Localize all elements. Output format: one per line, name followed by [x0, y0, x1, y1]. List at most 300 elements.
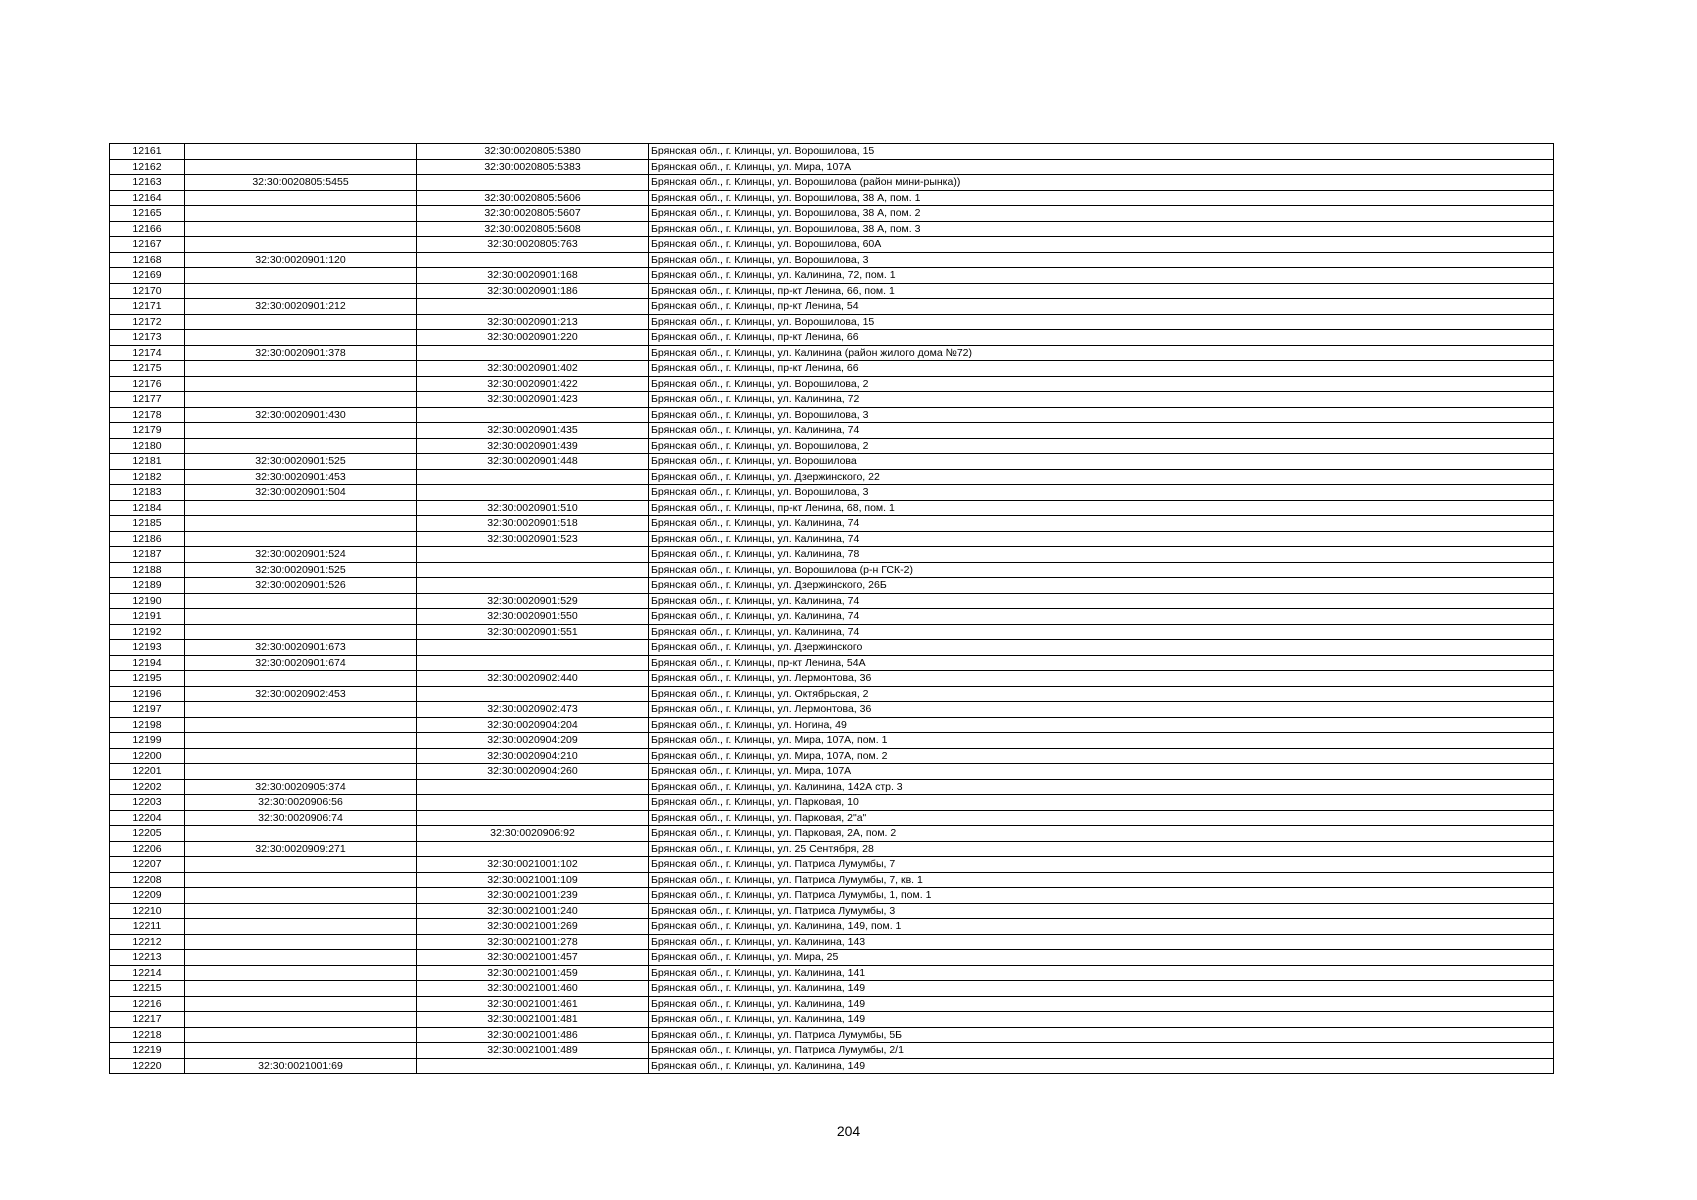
object-cadastral-number-cell: 32:30:0020805:763 [417, 237, 649, 253]
cadastral-number-cell [185, 283, 417, 299]
row-number-cell: 12215 [110, 981, 185, 997]
registry-table [109, 143, 1554, 1074]
table-row [110, 733, 1554, 749]
cadastral-number-cell [185, 314, 417, 330]
object-cadastral-number-cell [417, 562, 649, 578]
table-row [110, 221, 1554, 237]
cadastral-number-cell [185, 516, 417, 532]
cadastral-number-cell [185, 764, 417, 780]
table-row [110, 903, 1554, 919]
cadastral-number-cell [185, 330, 417, 346]
address-cell: Брянская обл., г. Клинцы, ул. Мира, 25 [649, 950, 1554, 966]
table-row [110, 268, 1554, 284]
row-number-cell: 12176 [110, 376, 185, 392]
object-cadastral-number-cell [417, 175, 649, 191]
address-cell: Брянская обл., г. Клинцы, ул. Мира, 107А [649, 159, 1554, 175]
table-row [110, 1012, 1554, 1028]
cadastral-number-cell: 32:30:0020905:374 [185, 779, 417, 795]
cadastral-number-cell [185, 826, 417, 842]
row-number-cell: 12213 [110, 950, 185, 966]
row-number-cell: 12212 [110, 934, 185, 950]
object-cadastral-number-cell: 32:30:0021001:239 [417, 888, 649, 904]
address-cell: Брянская обл., г. Клинцы, ул. Лермонтова, 36 [649, 671, 1554, 687]
table-row [110, 469, 1554, 485]
table-row [110, 686, 1554, 702]
registry-table-body [110, 144, 1554, 1074]
cadastral-number-cell [185, 717, 417, 733]
cadastral-number-cell: 32:30:0021001:69 [185, 1058, 417, 1074]
object-cadastral-number-cell: 32:30:0020901:435 [417, 423, 649, 439]
table-row [110, 252, 1554, 268]
object-cadastral-number-cell [417, 407, 649, 423]
cadastral-number-cell: 32:30:0020901:453 [185, 469, 417, 485]
object-cadastral-number-cell [417, 345, 649, 361]
object-cadastral-number-cell: 32:30:0020901:510 [417, 500, 649, 516]
object-cadastral-number-cell: 32:30:0020805:5380 [417, 144, 649, 160]
address-cell: Брянская обл., г. Клинцы, ул. Дзержинского, 26Б [649, 578, 1554, 594]
table-row [110, 764, 1554, 780]
table-row [110, 330, 1554, 346]
object-cadastral-number-cell [417, 686, 649, 702]
row-number-cell: 12185 [110, 516, 185, 532]
address-cell: Брянская обл., г. Клинцы, ул. Ворошилова, 15 [649, 144, 1554, 160]
cadastral-number-cell [185, 857, 417, 873]
address-cell: Брянская обл., г. Клинцы, ул. Патриса Лумумбы, 2/1 [649, 1043, 1554, 1059]
table-row [110, 795, 1554, 811]
object-cadastral-number-cell: 32:30:0020805:5383 [417, 159, 649, 175]
row-number-cell: 12170 [110, 283, 185, 299]
cadastral-number-cell [185, 733, 417, 749]
table-row [110, 175, 1554, 191]
row-number-cell: 12195 [110, 671, 185, 687]
row-number-cell: 12166 [110, 221, 185, 237]
table-row [110, 547, 1554, 563]
table-row [110, 562, 1554, 578]
table-row [110, 779, 1554, 795]
address-cell: Брянская обл., г. Клинцы, ул. Калинина (район жилого дома №72) [649, 345, 1554, 361]
table-row [110, 702, 1554, 718]
table-row [110, 159, 1554, 175]
cadastral-number-cell: 32:30:0020901:525 [185, 562, 417, 578]
address-cell: Брянская обл., г. Клинцы, ул. Дзержинского [649, 640, 1554, 656]
cadastral-number-cell [185, 888, 417, 904]
table-row [110, 671, 1554, 687]
row-number-cell: 12216 [110, 996, 185, 1012]
object-cadastral-number-cell: 32:30:0020904:209 [417, 733, 649, 749]
address-cell: Брянская обл., г. Клинцы, пр-кт Ленина, 66 [649, 330, 1554, 346]
address-cell: Брянская обл., г. Клинцы, ул. Калинина, 142А стр. 3 [649, 779, 1554, 795]
cadastral-number-cell [185, 237, 417, 253]
row-number-cell: 12188 [110, 562, 185, 578]
cadastral-number-cell: 32:30:0020902:453 [185, 686, 417, 702]
object-cadastral-number-cell: 32:30:0021001:102 [417, 857, 649, 873]
address-cell: Брянская обл., г. Клинцы, ул. Ворошилова (район мини-рынка)) [649, 175, 1554, 191]
row-number-cell: 12162 [110, 159, 185, 175]
table-row [110, 872, 1554, 888]
cadastral-number-cell [185, 950, 417, 966]
cadastral-number-cell [185, 144, 417, 160]
address-cell: Брянская обл., г. Клинцы, ул. Калинина, 74 [649, 593, 1554, 609]
cadastral-number-cell [185, 919, 417, 935]
cadastral-number-cell [185, 702, 417, 718]
address-cell: Брянская обл., г. Клинцы, ул. Калинина, 74 [649, 624, 1554, 640]
object-cadastral-number-cell [417, 640, 649, 656]
address-cell: Брянская обл., г. Клинцы, ул. Дзержинского, 22 [649, 469, 1554, 485]
cadastral-number-cell: 32:30:0020901:430 [185, 407, 417, 423]
row-number-cell: 12193 [110, 640, 185, 656]
cadastral-number-cell: 32:30:0020901:526 [185, 578, 417, 594]
object-cadastral-number-cell [417, 485, 649, 501]
table-row [110, 826, 1554, 842]
address-cell: Брянская обл., г. Клинцы, ул. Калинина, 141 [649, 965, 1554, 981]
address-cell: Брянская обл., г. Клинцы, ул. Патриса Лумумбы, 3 [649, 903, 1554, 919]
cadastral-number-cell [185, 872, 417, 888]
cadastral-number-cell: 32:30:0020901:212 [185, 299, 417, 315]
address-cell: Брянская обл., г. Клинцы, ул. Парковая, 10 [649, 795, 1554, 811]
object-cadastral-number-cell: 32:30:0020901:439 [417, 438, 649, 454]
row-number-cell: 12180 [110, 438, 185, 454]
object-cadastral-number-cell: 32:30:0020901:448 [417, 454, 649, 470]
cadastral-number-cell: 32:30:0020805:5455 [185, 175, 417, 191]
address-cell: Брянская обл., г. Клинцы, ул. Ворошилова, 38 А, пом. 2 [649, 206, 1554, 222]
address-cell: Брянская обл., г. Клинцы, ул. Калинина, 74 [649, 609, 1554, 625]
address-cell: Брянская обл., г. Клинцы, ул. Парковая, 2А, пом. 2 [649, 826, 1554, 842]
address-cell: Брянская обл., г. Клинцы, ул. Калинина, 149 [649, 1058, 1554, 1074]
address-cell: Брянская обл., г. Клинцы, ул. Ворошилова, 3 [649, 485, 1554, 501]
row-number-cell: 12186 [110, 531, 185, 547]
address-cell: Брянская обл., г. Клинцы, ул. 25 Сентября, 28 [649, 841, 1554, 857]
object-cadastral-number-cell: 32:30:0020805:5607 [417, 206, 649, 222]
object-cadastral-number-cell: 32:30:0021001:278 [417, 934, 649, 950]
table-row [110, 438, 1554, 454]
table-row [110, 144, 1554, 160]
address-cell: Брянская обл., г. Клинцы, пр-кт Ленина, 68, пом. 1 [649, 500, 1554, 516]
address-cell: Брянская обл., г. Клинцы, ул. Ворошилова, 60А [649, 237, 1554, 253]
object-cadastral-number-cell: 32:30:0020901:422 [417, 376, 649, 392]
row-number-cell: 12217 [110, 1012, 185, 1028]
table-row [110, 1058, 1554, 1074]
table-row [110, 857, 1554, 873]
address-cell: Брянская обл., г. Клинцы, ул. Патриса Лумумбы, 7, кв. 1 [649, 872, 1554, 888]
table-row [110, 655, 1554, 671]
table-row [110, 392, 1554, 408]
address-cell: Брянская обл., г. Клинцы, ул. Октябрьская, 2 [649, 686, 1554, 702]
row-number-cell: 12210 [110, 903, 185, 919]
row-number-cell: 12220 [110, 1058, 185, 1074]
object-cadastral-number-cell: 32:30:0020906:92 [417, 826, 649, 842]
object-cadastral-number-cell: 32:30:0020904:210 [417, 748, 649, 764]
cadastral-number-cell [185, 361, 417, 377]
object-cadastral-number-cell: 32:30:0020901:551 [417, 624, 649, 640]
row-number-cell: 12198 [110, 717, 185, 733]
row-number-cell: 12194 [110, 655, 185, 671]
table-row [110, 578, 1554, 594]
address-cell: Брянская обл., г. Клинцы, ул. Калинина, 72, пом. 1 [649, 268, 1554, 284]
address-cell: Брянская обл., г. Клинцы, ул. Калинина, 74 [649, 516, 1554, 532]
table-row [110, 888, 1554, 904]
row-number-cell: 12163 [110, 175, 185, 191]
table-row [110, 516, 1554, 532]
cadastral-number-cell [185, 609, 417, 625]
cadastral-number-cell [185, 190, 417, 206]
table-row [110, 361, 1554, 377]
address-cell: Брянская обл., г. Клинцы, ул. Парковая, 2"а" [649, 810, 1554, 826]
address-cell: Брянская обл., г. Клинцы, ул. Калинина, 143 [649, 934, 1554, 950]
table-row [110, 981, 1554, 997]
table-row [110, 934, 1554, 950]
row-number-cell: 12211 [110, 919, 185, 935]
cadastral-number-cell [185, 159, 417, 175]
row-number-cell: 12190 [110, 593, 185, 609]
cadastral-number-cell [185, 500, 417, 516]
address-cell: Брянская обл., г. Клинцы, ул. Мира, 107А, пом. 1 [649, 733, 1554, 749]
table-row [110, 950, 1554, 966]
row-number-cell: 12197 [110, 702, 185, 718]
cadastral-number-cell [185, 593, 417, 609]
row-number-cell: 12192 [110, 624, 185, 640]
row-number-cell: 12168 [110, 252, 185, 268]
row-number-cell: 12218 [110, 1027, 185, 1043]
object-cadastral-number-cell [417, 795, 649, 811]
page-number: 204 [836, 1123, 861, 1139]
row-number-cell: 12209 [110, 888, 185, 904]
row-number-cell: 12214 [110, 965, 185, 981]
cadastral-number-cell: 32:30:0020901:674 [185, 655, 417, 671]
cadastral-number-cell [185, 1027, 417, 1043]
object-cadastral-number-cell: 32:30:0020901:168 [417, 268, 649, 284]
row-number-cell: 12201 [110, 764, 185, 780]
row-number-cell: 12179 [110, 423, 185, 439]
cadastral-number-cell: 32:30:0020901:378 [185, 345, 417, 361]
object-cadastral-number-cell [417, 469, 649, 485]
cadastral-number-cell [185, 268, 417, 284]
address-cell: Брянская обл., г. Клинцы, ул. Ворошилова, 2 [649, 438, 1554, 454]
object-cadastral-number-cell [417, 841, 649, 857]
object-cadastral-number-cell: 32:30:0020805:5606 [417, 190, 649, 206]
object-cadastral-number-cell: 32:30:0020902:473 [417, 702, 649, 718]
row-number-cell: 12171 [110, 299, 185, 315]
row-number-cell: 12184 [110, 500, 185, 516]
object-cadastral-number-cell [417, 547, 649, 563]
cadastral-number-cell [185, 671, 417, 687]
address-cell: Брянская обл., г. Клинцы, ул. Калинина, 149 [649, 996, 1554, 1012]
address-cell: Брянская обл., г. Клинцы, ул. Мира, 107А, пом. 2 [649, 748, 1554, 764]
object-cadastral-number-cell: 32:30:0020901:213 [417, 314, 649, 330]
object-cadastral-number-cell [417, 810, 649, 826]
table-row [110, 407, 1554, 423]
object-cadastral-number-cell: 32:30:0020901:402 [417, 361, 649, 377]
address-cell: Брянская обл., г. Клинцы, ул. Мира, 107А [649, 764, 1554, 780]
object-cadastral-number-cell: 32:30:0021001:240 [417, 903, 649, 919]
cadastral-number-cell: 32:30:0020906:56 [185, 795, 417, 811]
object-cadastral-number-cell: 32:30:0020901:550 [417, 609, 649, 625]
table-row [110, 237, 1554, 253]
address-cell: Брянская обл., г. Клинцы, ул. Калинина, 149, пом. 1 [649, 919, 1554, 935]
table-row [110, 1027, 1554, 1043]
address-cell: Брянская обл., г. Клинцы, ул. Ногина, 49 [649, 717, 1554, 733]
row-number-cell: 12172 [110, 314, 185, 330]
table-row [110, 314, 1554, 330]
cadastral-number-cell [185, 376, 417, 392]
row-number-cell: 12181 [110, 454, 185, 470]
row-number-cell: 12175 [110, 361, 185, 377]
table-row [110, 454, 1554, 470]
table-row [110, 485, 1554, 501]
object-cadastral-number-cell: 32:30:0020902:440 [417, 671, 649, 687]
cadastral-number-cell [185, 996, 417, 1012]
object-cadastral-number-cell: 32:30:0021001:486 [417, 1027, 649, 1043]
row-number-cell: 12164 [110, 190, 185, 206]
address-cell: Брянская обл., г. Клинцы, пр-кт Ленина, 66 [649, 361, 1554, 377]
row-number-cell: 12174 [110, 345, 185, 361]
table-row [110, 810, 1554, 826]
cadastral-number-cell [185, 903, 417, 919]
address-cell: Брянская обл., г. Клинцы, ул. Патриса Лумумбы, 7 [649, 857, 1554, 873]
row-number-cell: 12169 [110, 268, 185, 284]
cadastral-number-cell [185, 1043, 417, 1059]
object-cadastral-number-cell: 32:30:0020901:220 [417, 330, 649, 346]
object-cadastral-number-cell: 32:30:0020901:529 [417, 593, 649, 609]
cadastral-number-cell [185, 748, 417, 764]
object-cadastral-number-cell [417, 252, 649, 268]
table-row [110, 190, 1554, 206]
cadastral-number-cell [185, 438, 417, 454]
table-row [110, 531, 1554, 547]
table-row [110, 500, 1554, 516]
cadastral-number-cell: 32:30:0020901:504 [185, 485, 417, 501]
object-cadastral-number-cell: 32:30:0020805:5608 [417, 221, 649, 237]
registry-table-container [109, 143, 1554, 1074]
table-row [110, 841, 1554, 857]
row-number-cell: 12167 [110, 237, 185, 253]
row-number-cell: 12189 [110, 578, 185, 594]
row-number-cell: 12161 [110, 144, 185, 160]
row-number-cell: 12204 [110, 810, 185, 826]
row-number-cell: 12202 [110, 779, 185, 795]
cadastral-number-cell [185, 965, 417, 981]
object-cadastral-number-cell [417, 299, 649, 315]
table-row [110, 299, 1554, 315]
table-row [110, 996, 1554, 1012]
cadastral-number-cell: 32:30:0020909:271 [185, 841, 417, 857]
object-cadastral-number-cell [417, 578, 649, 594]
object-cadastral-number-cell: 32:30:0020901:523 [417, 531, 649, 547]
address-cell: Брянская обл., г. Клинцы, ул. Ворошилова, 2 [649, 376, 1554, 392]
cadastral-number-cell [185, 934, 417, 950]
object-cadastral-number-cell: 32:30:0020901:423 [417, 392, 649, 408]
address-cell: Брянская обл., г. Клинцы, ул. Калинина, 74 [649, 423, 1554, 439]
address-cell: Брянская обл., г. Клинцы, ул. Калинина, 72 [649, 392, 1554, 408]
table-row [110, 423, 1554, 439]
row-number-cell: 12219 [110, 1043, 185, 1059]
address-cell: Брянская обл., г. Клинцы, ул. Ворошилова [649, 454, 1554, 470]
table-row [110, 593, 1554, 609]
object-cadastral-number-cell [417, 655, 649, 671]
address-cell: Брянская обл., г. Клинцы, ул. Ворошилова, 3 [649, 252, 1554, 268]
cadastral-number-cell [185, 221, 417, 237]
object-cadastral-number-cell: 32:30:0021001:459 [417, 965, 649, 981]
row-number-cell: 12173 [110, 330, 185, 346]
row-number-cell: 12177 [110, 392, 185, 408]
table-row [110, 345, 1554, 361]
address-cell: Брянская обл., г. Клинцы, ул. Ворошилова, 15 [649, 314, 1554, 330]
address-cell: Брянская обл., г. Клинцы, ул. Патриса Лумумбы, 1, пом. 1 [649, 888, 1554, 904]
row-number-cell: 12206 [110, 841, 185, 857]
address-cell: Брянская обл., г. Клинцы, ул. Лермонтова, 36 [649, 702, 1554, 718]
address-cell: Брянская обл., г. Клинцы, ул. Ворошилова, 38 А, пом. 1 [649, 190, 1554, 206]
table-row [110, 206, 1554, 222]
address-cell: Брянская обл., г. Клинцы, пр-кт Ленина, 54А [649, 655, 1554, 671]
cadastral-number-cell [185, 206, 417, 222]
object-cadastral-number-cell: 32:30:0021001:269 [417, 919, 649, 935]
cadastral-number-cell [185, 981, 417, 997]
cadastral-number-cell [185, 531, 417, 547]
cadastral-number-cell: 32:30:0020901:525 [185, 454, 417, 470]
cadastral-number-cell: 32:30:0020901:524 [185, 547, 417, 563]
table-row [110, 717, 1554, 733]
address-cell: Брянская обл., г. Клинцы, ул. Калинина, 78 [649, 547, 1554, 563]
object-cadastral-number-cell [417, 779, 649, 795]
table-row [110, 624, 1554, 640]
row-number-cell: 12205 [110, 826, 185, 842]
row-number-cell: 12191 [110, 609, 185, 625]
object-cadastral-number-cell: 32:30:0021001:489 [417, 1043, 649, 1059]
row-number-cell: 12200 [110, 748, 185, 764]
row-number-cell: 12183 [110, 485, 185, 501]
object-cadastral-number-cell: 32:30:0021001:109 [417, 872, 649, 888]
row-number-cell: 12207 [110, 857, 185, 873]
row-number-cell: 12203 [110, 795, 185, 811]
row-number-cell: 12196 [110, 686, 185, 702]
address-cell: Брянская обл., г. Клинцы, ул. Ворошилова, 3 [649, 407, 1554, 423]
table-row [110, 640, 1554, 656]
table-row [110, 376, 1554, 392]
address-cell: Брянская обл., г. Клинцы, ул. Ворошилова, 38 А, пом. 3 [649, 221, 1554, 237]
row-number-cell: 12208 [110, 872, 185, 888]
object-cadastral-number-cell: 32:30:0020904:260 [417, 764, 649, 780]
table-row [110, 919, 1554, 935]
table-row [110, 748, 1554, 764]
object-cadastral-number-cell: 32:30:0021001:461 [417, 996, 649, 1012]
cadastral-number-cell [185, 624, 417, 640]
object-cadastral-number-cell: 32:30:0021001:460 [417, 981, 649, 997]
object-cadastral-number-cell: 32:30:0020901:518 [417, 516, 649, 532]
table-row [110, 1043, 1554, 1059]
object-cadastral-number-cell [417, 1058, 649, 1074]
cadastral-number-cell: 32:30:0020901:120 [185, 252, 417, 268]
address-cell: Брянская обл., г. Клинцы, пр-кт Ленина, 66, пом. 1 [649, 283, 1554, 299]
cadastral-number-cell [185, 1012, 417, 1028]
object-cadastral-number-cell: 32:30:0020901:186 [417, 283, 649, 299]
row-number-cell: 12199 [110, 733, 185, 749]
table-row [110, 965, 1554, 981]
cadastral-number-cell [185, 423, 417, 439]
address-cell: Брянская обл., г. Клинцы, ул. Калинина, 74 [649, 531, 1554, 547]
address-cell: Брянская обл., г. Клинцы, пр-кт Ленина, 54 [649, 299, 1554, 315]
cadastral-number-cell: 32:30:0020906:74 [185, 810, 417, 826]
address-cell: Брянская обл., г. Клинцы, ул. Ворошилова (р-н ГСК-2) [649, 562, 1554, 578]
row-number-cell: 12182 [110, 469, 185, 485]
address-cell: Брянская обл., г. Клинцы, ул. Патриса Лумумбы, 5Б [649, 1027, 1554, 1043]
object-cadastral-number-cell: 32:30:0020904:204 [417, 717, 649, 733]
table-row [110, 609, 1554, 625]
row-number-cell: 12178 [110, 407, 185, 423]
address-cell: Брянская обл., г. Клинцы, ул. Калинина, 149 [649, 981, 1554, 997]
object-cadastral-number-cell: 32:30:0021001:457 [417, 950, 649, 966]
cadastral-number-cell: 32:30:0020901:673 [185, 640, 417, 656]
cadastral-number-cell [185, 392, 417, 408]
row-number-cell: 12165 [110, 206, 185, 222]
